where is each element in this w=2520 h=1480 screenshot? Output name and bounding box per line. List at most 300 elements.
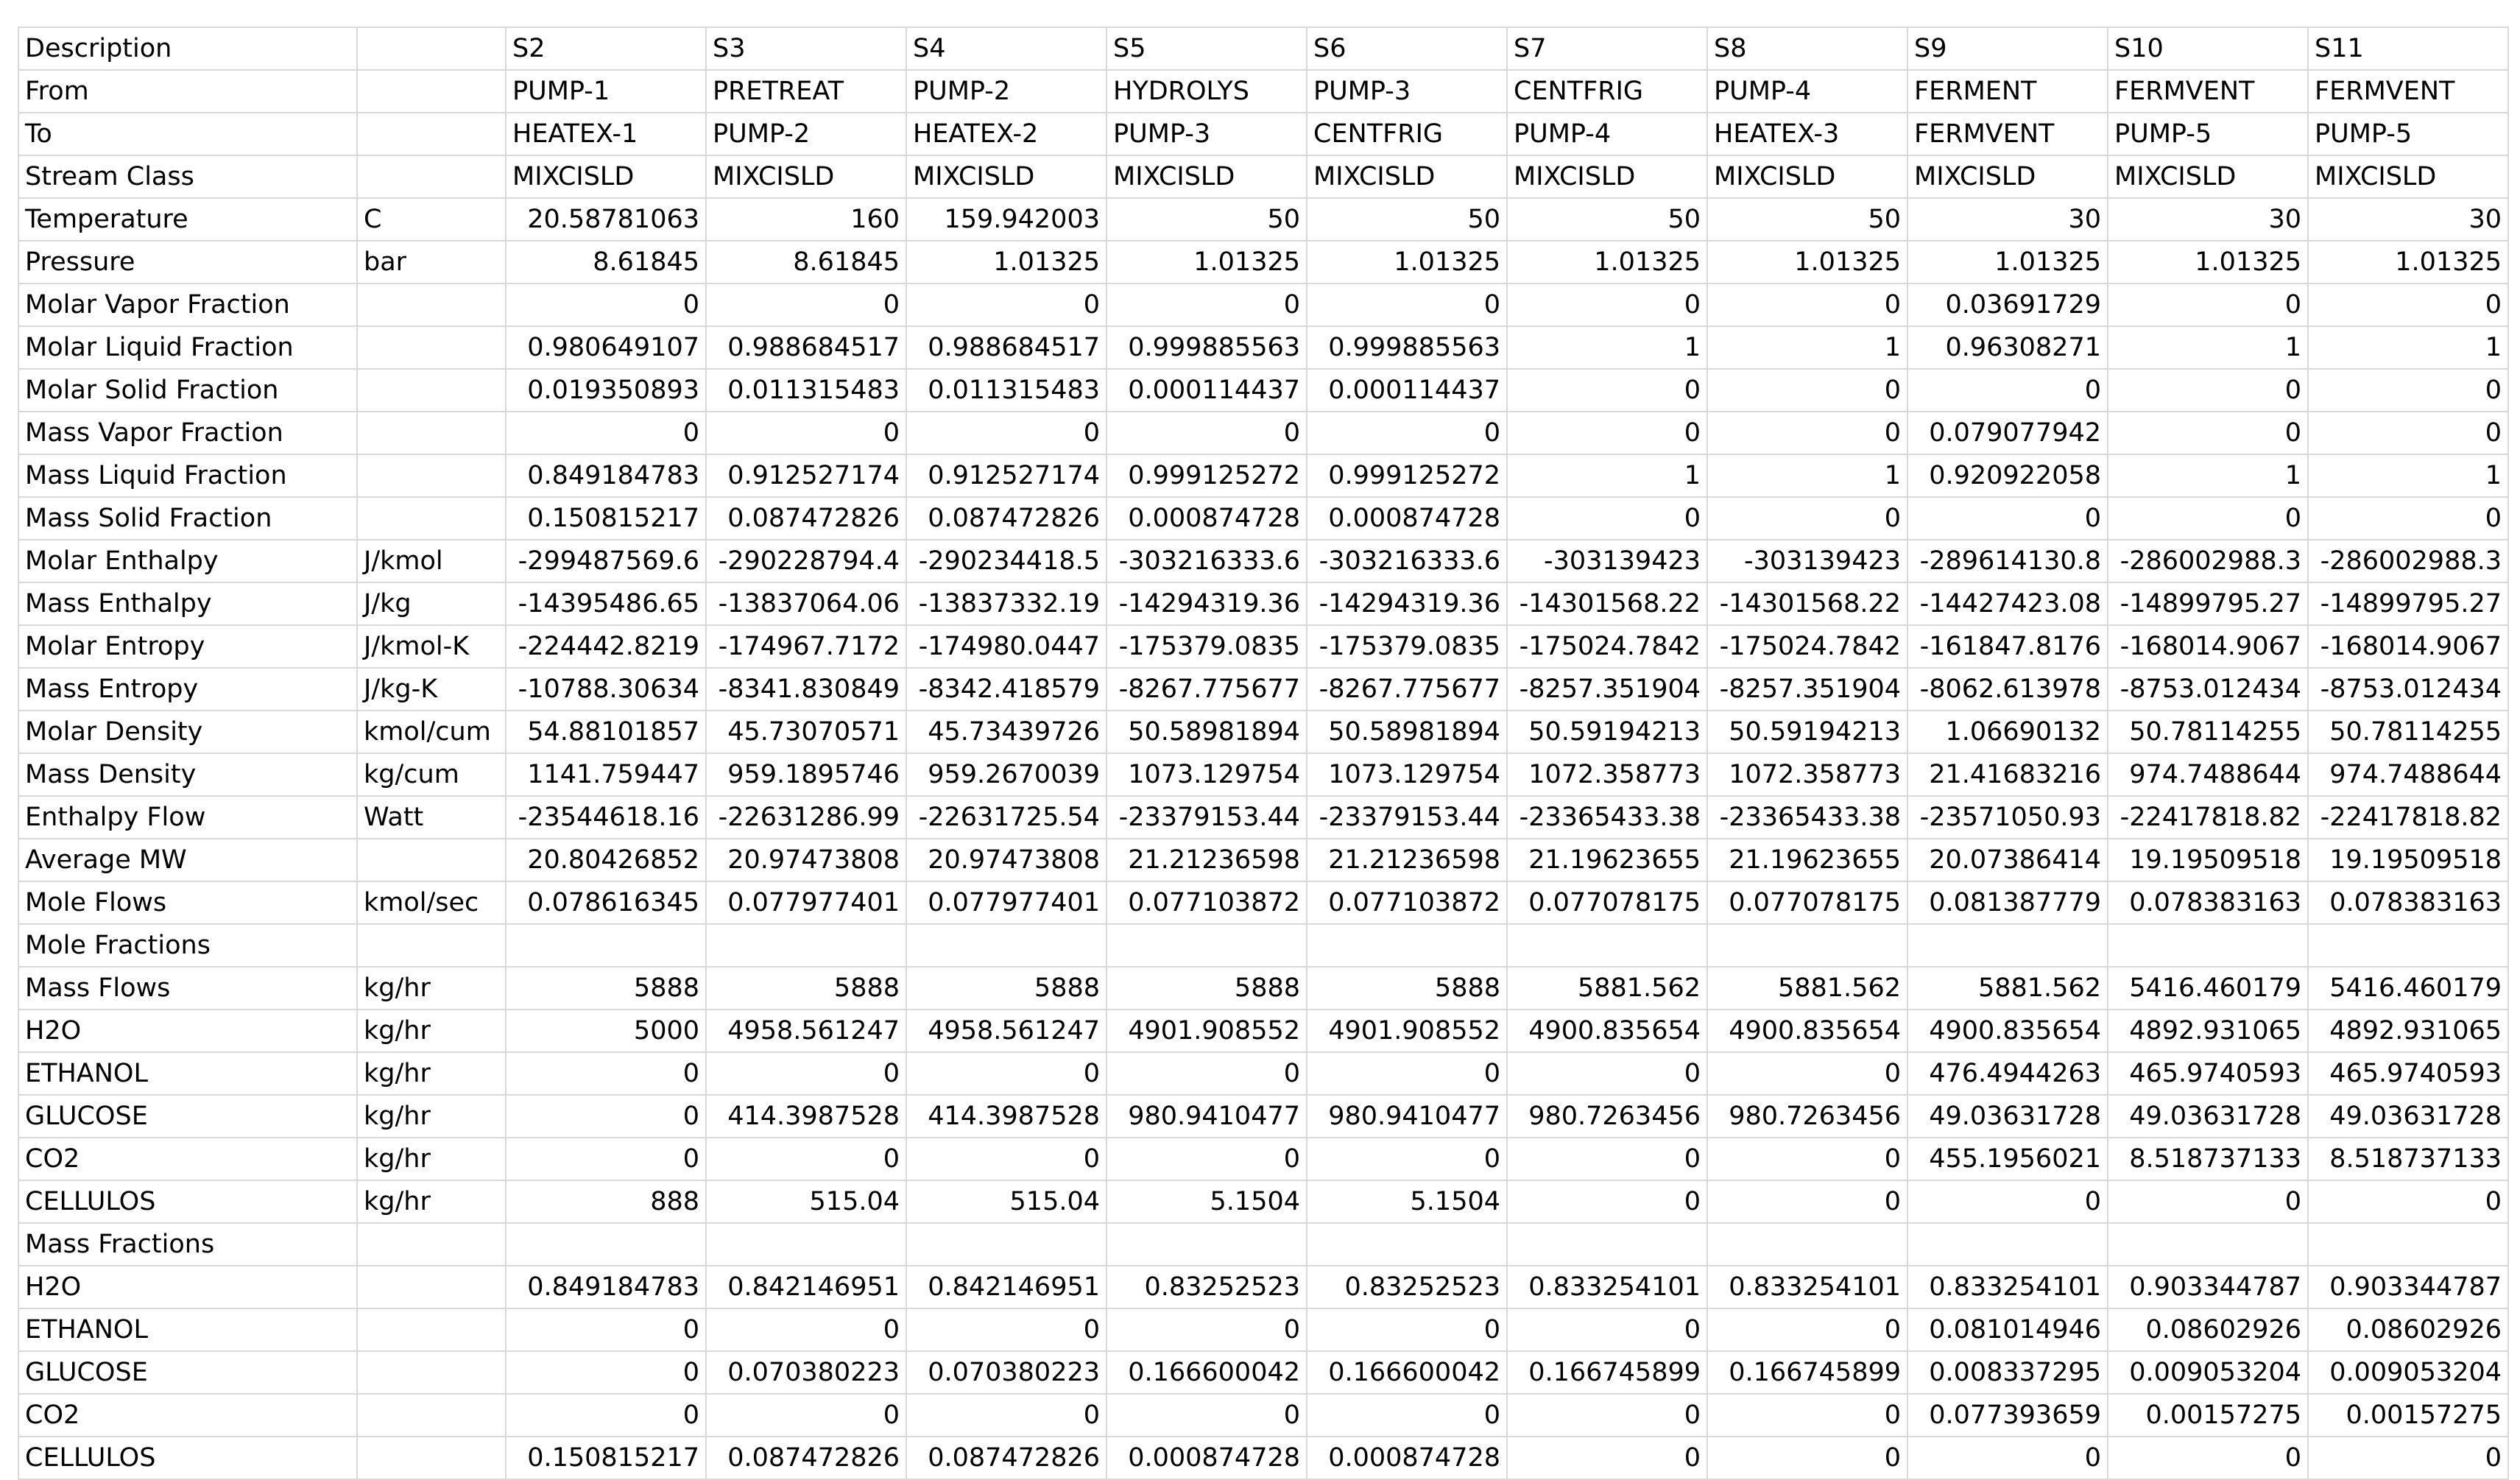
row-label-cell[interactable]: Mass Enthalpy <box>18 582 357 625</box>
value-cell[interactable]: 0.019350893 <box>506 369 706 412</box>
value-cell[interactable]: -303216333.6 <box>1107 540 1307 582</box>
value-cell[interactable]: 0 <box>1907 1180 2108 1223</box>
value-cell[interactable]: S9 <box>1907 27 2108 70</box>
value-cell[interactable]: 0.849184783 <box>506 454 706 497</box>
value-cell[interactable]: 888 <box>506 1180 706 1223</box>
value-cell[interactable]: 0.00157275 <box>2108 1394 2308 1437</box>
value-cell[interactable]: 0 <box>906 1308 1107 1351</box>
value-cell[interactable]: 1072.358773 <box>1707 753 1907 796</box>
unit-cell[interactable] <box>357 412 506 454</box>
value-cell[interactable]: -299487569.6 <box>506 540 706 582</box>
value-cell[interactable]: 0 <box>906 1394 1107 1437</box>
row-label-cell[interactable]: CELLULOS <box>18 1437 357 1479</box>
value-cell[interactable]: 0 <box>1907 497 2108 540</box>
value-cell[interactable]: -168014.9067 <box>2108 625 2308 668</box>
unit-cell[interactable]: Watt <box>357 796 506 839</box>
value-cell[interactable]: -8753.012434 <box>2108 668 2308 711</box>
value-cell[interactable]: 0 <box>1707 283 1907 326</box>
value-cell[interactable] <box>706 1223 906 1266</box>
value-cell[interactable]: 0.999125272 <box>1307 454 1507 497</box>
value-cell[interactable]: 0.078383163 <box>2308 881 2508 924</box>
value-cell[interactable]: -8257.351904 <box>1507 668 1707 711</box>
value-cell[interactable]: PUMP-3 <box>1307 70 1507 113</box>
value-cell[interactable]: 0 <box>1307 1138 1507 1180</box>
value-cell[interactable]: 1.06690132 <box>1907 711 2108 753</box>
unit-cell[interactable]: kg/hr <box>357 1095 506 1138</box>
value-cell[interactable]: 49.03631728 <box>2108 1095 2308 1138</box>
value-cell[interactable]: -14427423.08 <box>1907 582 2108 625</box>
value-cell[interactable]: 414.3987528 <box>906 1095 1107 1138</box>
value-cell[interactable]: S7 <box>1507 27 1707 70</box>
value-cell[interactable]: -22631286.99 <box>706 796 906 839</box>
value-cell[interactable] <box>1907 924 2108 967</box>
value-cell[interactable]: MIXCISLD <box>1907 155 2108 198</box>
unit-cell[interactable]: J/kmol <box>357 540 506 582</box>
value-cell[interactable]: S4 <box>906 27 1107 70</box>
value-cell[interactable]: 0 <box>1507 497 1707 540</box>
value-cell[interactable]: 0.03691729 <box>1907 283 2108 326</box>
value-cell[interactable]: 0.833254101 <box>1507 1266 1707 1308</box>
value-cell[interactable]: MIXCISLD <box>1307 155 1507 198</box>
value-cell[interactable]: 0.849184783 <box>506 1266 706 1308</box>
value-cell[interactable]: 0 <box>1507 369 1707 412</box>
value-cell[interactable]: 5416.460179 <box>2108 967 2308 1009</box>
value-cell[interactable]: 4900.835654 <box>1707 1009 1907 1052</box>
value-cell[interactable]: 0 <box>2108 412 2308 454</box>
value-cell[interactable]: 30 <box>2308 198 2508 241</box>
value-cell[interactable]: 0 <box>1707 1052 1907 1095</box>
unit-cell[interactable] <box>357 70 506 113</box>
value-cell[interactable]: 5416.460179 <box>2308 967 2508 1009</box>
value-cell[interactable]: FERMVENT <box>2308 70 2508 113</box>
value-cell[interactable]: 5888 <box>706 967 906 1009</box>
value-cell[interactable]: 0 <box>2308 412 2508 454</box>
value-cell[interactable]: -14301568.22 <box>1707 582 1907 625</box>
value-cell[interactable]: 0.087472826 <box>706 1437 906 1479</box>
row-label-cell[interactable]: GLUCOSE <box>18 1351 357 1394</box>
value-cell[interactable]: 0 <box>1707 412 1907 454</box>
value-cell[interactable]: 49.03631728 <box>1907 1095 2108 1138</box>
value-cell[interactable]: 1072.358773 <box>1507 753 1707 796</box>
value-cell[interactable]: 0.842146951 <box>706 1266 906 1308</box>
value-cell[interactable]: 1 <box>2108 326 2308 369</box>
value-cell[interactable]: 0 <box>1507 283 1707 326</box>
value-cell[interactable]: PUMP-2 <box>706 113 906 155</box>
value-cell[interactable]: 50.78114255 <box>2308 711 2508 753</box>
value-cell[interactable]: PUMP-5 <box>2308 113 2508 155</box>
value-cell[interactable]: 0.999885563 <box>1307 326 1507 369</box>
value-cell[interactable]: 1.01325 <box>2308 241 2508 283</box>
value-cell[interactable]: 0 <box>2308 1180 2508 1223</box>
value-cell[interactable]: 160 <box>706 198 906 241</box>
value-cell[interactable]: MIXCISLD <box>1107 155 1307 198</box>
value-cell[interactable]: -303139423 <box>1507 540 1707 582</box>
value-cell[interactable]: -8062.613978 <box>1907 668 2108 711</box>
value-cell[interactable]: S10 <box>2108 27 2308 70</box>
value-cell[interactable]: 50.59194213 <box>1507 711 1707 753</box>
unit-cell[interactable]: C <box>357 198 506 241</box>
row-label-cell[interactable]: Mole Fractions <box>18 924 357 967</box>
value-cell[interactable]: 5881.562 <box>1907 967 2108 1009</box>
value-cell[interactable]: 0.980649107 <box>506 326 706 369</box>
value-cell[interactable]: 0.833254101 <box>1707 1266 1907 1308</box>
value-cell[interactable] <box>506 924 706 967</box>
row-label-cell[interactable]: From <box>18 70 357 113</box>
value-cell[interactable]: 49.03631728 <box>2308 1095 2508 1138</box>
unit-cell[interactable]: kg/cum <box>357 753 506 796</box>
unit-cell[interactable] <box>357 1308 506 1351</box>
row-label-cell[interactable]: Mass Density <box>18 753 357 796</box>
value-cell[interactable] <box>1907 1223 2108 1266</box>
row-label-cell[interactable]: Mass Fractions <box>18 1223 357 1266</box>
unit-cell[interactable]: kg/hr <box>357 1052 506 1095</box>
value-cell[interactable]: 455.1956021 <box>1907 1138 2108 1180</box>
value-cell[interactable] <box>2308 1223 2508 1266</box>
value-cell[interactable]: 0 <box>1707 1180 1907 1223</box>
value-cell[interactable]: 0.903344787 <box>2108 1266 2308 1308</box>
value-cell[interactable]: -22417818.82 <box>2308 796 2508 839</box>
value-cell[interactable]: -14294319.36 <box>1307 582 1507 625</box>
value-cell[interactable]: -168014.9067 <box>2308 625 2508 668</box>
value-cell[interactable]: PUMP-4 <box>1707 70 1907 113</box>
unit-cell[interactable]: J/kg <box>357 582 506 625</box>
value-cell[interactable]: 465.9740593 <box>2308 1052 2508 1095</box>
value-cell[interactable]: 959.2670039 <box>906 753 1107 796</box>
value-cell[interactable]: 974.7488644 <box>2308 753 2508 796</box>
value-cell[interactable]: 0 <box>506 412 706 454</box>
value-cell[interactable]: 0 <box>506 1138 706 1180</box>
value-cell[interactable]: 45.73439726 <box>906 711 1107 753</box>
value-cell[interactable] <box>906 924 1107 967</box>
value-cell[interactable]: 0.077977401 <box>906 881 1107 924</box>
value-cell[interactable]: 0 <box>1507 412 1707 454</box>
value-cell[interactable]: -23365433.38 <box>1707 796 1907 839</box>
value-cell[interactable]: 0.920922058 <box>1907 454 2108 497</box>
value-cell[interactable] <box>1707 924 1907 967</box>
unit-cell[interactable]: kg/hr <box>357 967 506 1009</box>
value-cell[interactable]: S5 <box>1107 27 1307 70</box>
unit-cell[interactable]: bar <box>357 241 506 283</box>
value-cell[interactable]: 50 <box>1107 198 1307 241</box>
value-cell[interactable]: 20.80426852 <box>506 839 706 881</box>
value-cell[interactable]: -23571050.93 <box>1907 796 2108 839</box>
value-cell[interactable]: 5.1504 <box>1107 1180 1307 1223</box>
value-cell[interactable]: 0 <box>1707 1437 1907 1479</box>
value-cell[interactable]: 0.087472826 <box>706 497 906 540</box>
value-cell[interactable]: MIXCISLD <box>506 155 706 198</box>
value-cell[interactable]: 0.070380223 <box>706 1351 906 1394</box>
value-cell[interactable]: 0.011315483 <box>906 369 1107 412</box>
value-cell[interactable]: 45.73070571 <box>706 711 906 753</box>
value-cell[interactable]: 0 <box>1707 1308 1907 1351</box>
value-cell[interactable]: 0.000874728 <box>1307 1437 1507 1479</box>
value-cell[interactable]: MIXCISLD <box>2108 155 2308 198</box>
value-cell[interactable]: 50 <box>1507 198 1707 241</box>
unit-cell[interactable] <box>357 497 506 540</box>
value-cell[interactable]: 5881.562 <box>1507 967 1707 1009</box>
value-cell[interactable]: 0 <box>506 1394 706 1437</box>
value-cell[interactable]: 0.00157275 <box>2308 1394 2508 1437</box>
value-cell[interactable]: -14899795.27 <box>2308 582 2508 625</box>
value-cell[interactable]: 515.04 <box>706 1180 906 1223</box>
value-cell[interactable]: 0 <box>1907 1437 2108 1479</box>
value-cell[interactable]: -23379153.44 <box>1307 796 1507 839</box>
value-cell[interactable]: 980.7263456 <box>1707 1095 1907 1138</box>
value-cell[interactable]: 0.079077942 <box>1907 412 2108 454</box>
value-cell[interactable]: -290234418.5 <box>906 540 1107 582</box>
value-cell[interactable]: 0.988684517 <box>706 326 906 369</box>
value-cell[interactable]: -13837064.06 <box>706 582 906 625</box>
value-cell[interactable]: 0.077393659 <box>1907 1394 2108 1437</box>
value-cell[interactable]: 0 <box>1507 1437 1707 1479</box>
value-cell[interactable]: 0 <box>1107 1052 1307 1095</box>
unit-cell[interactable]: kg/hr <box>357 1009 506 1052</box>
value-cell[interactable]: 1.01325 <box>1107 241 1307 283</box>
value-cell[interactable]: 20.58781063 <box>506 198 706 241</box>
value-cell[interactable]: 0.833254101 <box>1907 1266 2108 1308</box>
value-cell[interactable]: 0 <box>906 283 1107 326</box>
value-cell[interactable]: 0 <box>1707 369 1907 412</box>
value-cell[interactable]: 0.087472826 <box>906 497 1107 540</box>
value-cell[interactable]: 0.903344787 <box>2308 1266 2508 1308</box>
row-label-cell[interactable]: To <box>18 113 357 155</box>
value-cell[interactable]: 1.01325 <box>2108 241 2308 283</box>
value-cell[interactable]: S2 <box>506 27 706 70</box>
row-label-cell[interactable]: Molar Liquid Fraction <box>18 326 357 369</box>
value-cell[interactable]: S11 <box>2308 27 2508 70</box>
value-cell[interactable] <box>506 1223 706 1266</box>
value-cell[interactable]: 0.83252523 <box>1107 1266 1307 1308</box>
unit-cell[interactable] <box>357 113 506 155</box>
value-cell[interactable]: 0.087472826 <box>906 1437 1107 1479</box>
row-label-cell[interactable]: Temperature <box>18 198 357 241</box>
row-label-cell[interactable]: CO2 <box>18 1394 357 1437</box>
value-cell[interactable]: 0 <box>1507 1138 1707 1180</box>
value-cell[interactable]: 5888 <box>506 967 706 1009</box>
value-cell[interactable]: 0 <box>1907 369 2108 412</box>
value-cell[interactable]: 0.08602926 <box>2108 1308 2308 1351</box>
value-cell[interactable]: 0.081014946 <box>1907 1308 2108 1351</box>
value-cell[interactable]: -22631725.54 <box>906 796 1107 839</box>
value-cell[interactable]: 0.000874728 <box>1107 1437 1307 1479</box>
value-cell[interactable]: S8 <box>1707 27 1907 70</box>
row-label-cell[interactable]: Molar Entropy <box>18 625 357 668</box>
value-cell[interactable]: 50 <box>1707 198 1907 241</box>
value-cell[interactable]: 0.077103872 <box>1307 881 1507 924</box>
value-cell[interactable]: 0.011315483 <box>706 369 906 412</box>
value-cell[interactable]: 0.166745899 <box>1707 1351 1907 1394</box>
value-cell[interactable]: -14301568.22 <box>1507 582 1707 625</box>
unit-cell[interactable] <box>357 27 506 70</box>
value-cell[interactable]: 980.9410477 <box>1107 1095 1307 1138</box>
value-cell[interactable]: 0 <box>906 412 1107 454</box>
unit-cell[interactable] <box>357 1351 506 1394</box>
value-cell[interactable] <box>906 1223 1107 1266</box>
value-cell[interactable]: 0 <box>1707 1394 1907 1437</box>
value-cell[interactable]: 0 <box>506 283 706 326</box>
row-label-cell[interactable]: ETHANOL <box>18 1308 357 1351</box>
value-cell[interactable]: 50.58981894 <box>1107 711 1307 753</box>
value-cell[interactable] <box>1307 924 1507 967</box>
value-cell[interactable]: -303216333.6 <box>1307 540 1507 582</box>
value-cell[interactable]: 0 <box>1307 1052 1507 1095</box>
value-cell[interactable]: -175024.7842 <box>1707 625 1907 668</box>
unit-cell[interactable] <box>357 924 506 967</box>
value-cell[interactable]: 974.7488644 <box>2108 753 2308 796</box>
value-cell[interactable]: -175024.7842 <box>1507 625 1707 668</box>
unit-cell[interactable] <box>357 326 506 369</box>
row-label-cell[interactable]: Mass Flows <box>18 967 357 1009</box>
value-cell[interactable]: 0.000874728 <box>1307 497 1507 540</box>
value-cell[interactable]: 50.59194213 <box>1707 711 1907 753</box>
value-cell[interactable]: 0 <box>1707 1138 1907 1180</box>
value-cell[interactable]: 0.912527174 <box>906 454 1107 497</box>
value-cell[interactable]: -8342.418579 <box>906 668 1107 711</box>
value-cell[interactable]: 0.842146951 <box>906 1266 1107 1308</box>
unit-cell[interactable] <box>357 283 506 326</box>
value-cell[interactable]: 50 <box>1307 198 1507 241</box>
value-cell[interactable]: 4901.908552 <box>1107 1009 1307 1052</box>
value-cell[interactable]: 0 <box>506 1308 706 1351</box>
value-cell[interactable]: 0 <box>1307 283 1507 326</box>
row-label-cell[interactable]: ETHANOL <box>18 1052 357 1095</box>
value-cell[interactable]: 21.19623655 <box>1707 839 1907 881</box>
value-cell[interactable]: 0 <box>506 1052 706 1095</box>
unit-cell[interactable] <box>357 839 506 881</box>
value-cell[interactable]: 4892.931065 <box>2108 1009 2308 1052</box>
value-cell[interactable]: 1 <box>1707 326 1907 369</box>
unit-cell[interactable] <box>357 454 506 497</box>
value-cell[interactable]: 0.988684517 <box>906 326 1107 369</box>
value-cell[interactable]: -23544618.16 <box>506 796 706 839</box>
value-cell[interactable]: 0 <box>1707 497 1907 540</box>
value-cell[interactable]: 8.518737133 <box>2308 1138 2508 1180</box>
value-cell[interactable]: 0.166600042 <box>1307 1351 1507 1394</box>
value-cell[interactable]: 0 <box>1107 412 1307 454</box>
value-cell[interactable]: 0 <box>1507 1052 1707 1095</box>
value-cell[interactable]: 959.1895746 <box>706 753 906 796</box>
value-cell[interactable]: 4892.931065 <box>2308 1009 2508 1052</box>
value-cell[interactable]: -14294319.36 <box>1107 582 1307 625</box>
value-cell[interactable]: 1 <box>2308 326 2508 369</box>
value-cell[interactable]: 0 <box>2308 369 2508 412</box>
value-cell[interactable]: 0.009053204 <box>2108 1351 2308 1394</box>
value-cell[interactable]: S3 <box>706 27 906 70</box>
value-cell[interactable]: 0.008337295 <box>1907 1351 2108 1394</box>
value-cell[interactable]: -175379.0835 <box>1107 625 1307 668</box>
value-cell[interactable]: 19.19509518 <box>2108 839 2308 881</box>
value-cell[interactable]: 20.07386414 <box>1907 839 2108 881</box>
value-cell[interactable]: 0 <box>1507 1394 1707 1437</box>
value-cell[interactable] <box>2108 1223 2308 1266</box>
value-cell[interactable]: 0 <box>2108 1437 2308 1479</box>
row-label-cell[interactable]: Molar Solid Fraction <box>18 369 357 412</box>
value-cell[interactable]: 0.000874728 <box>1107 497 1307 540</box>
unit-cell[interactable]: J/kmol-K <box>357 625 506 668</box>
value-cell[interactable] <box>2108 924 2308 967</box>
value-cell[interactable]: 0 <box>906 1138 1107 1180</box>
value-cell[interactable]: 465.9740593 <box>2108 1052 2308 1095</box>
value-cell[interactable]: 0 <box>906 1052 1107 1095</box>
value-cell[interactable] <box>706 924 906 967</box>
value-cell[interactable]: 21.41683216 <box>1907 753 2108 796</box>
row-label-cell[interactable]: Molar Density <box>18 711 357 753</box>
value-cell[interactable]: 54.88101857 <box>506 711 706 753</box>
value-cell[interactable]: 1.01325 <box>1307 241 1507 283</box>
value-cell[interactable] <box>1507 1223 1707 1266</box>
value-cell[interactable]: 30 <box>1907 198 2108 241</box>
value-cell[interactable]: -10788.30634 <box>506 668 706 711</box>
value-cell[interactable]: 21.21236598 <box>1307 839 1507 881</box>
value-cell[interactable]: 0.078383163 <box>2108 881 2308 924</box>
value-cell[interactable]: HYDROLYS <box>1107 70 1307 113</box>
value-cell[interactable]: 21.21236598 <box>1107 839 1307 881</box>
value-cell[interactable]: 0 <box>506 1095 706 1138</box>
value-cell[interactable]: 0 <box>1107 1308 1307 1351</box>
row-label-cell[interactable]: Enthalpy Flow <box>18 796 357 839</box>
row-label-cell[interactable]: Description <box>18 27 357 70</box>
value-cell[interactable]: 4958.561247 <box>706 1009 906 1052</box>
value-cell[interactable]: -286002988.3 <box>2308 540 2508 582</box>
value-cell[interactable]: 159.942003 <box>906 198 1107 241</box>
value-cell[interactable]: 0 <box>706 1138 906 1180</box>
value-cell[interactable]: HEATEX-3 <box>1707 113 1907 155</box>
value-cell[interactable]: 50.58981894 <box>1307 711 1507 753</box>
value-cell[interactable]: 0.009053204 <box>2308 1351 2508 1394</box>
row-label-cell[interactable]: Mass Entropy <box>18 668 357 711</box>
value-cell[interactable]: 1 <box>1507 326 1707 369</box>
unit-cell[interactable] <box>357 1394 506 1437</box>
value-cell[interactable]: -175379.0835 <box>1307 625 1507 668</box>
value-cell[interactable]: 1.01325 <box>906 241 1107 283</box>
value-cell[interactable]: 0 <box>2308 283 2508 326</box>
unit-cell[interactable] <box>357 1223 506 1266</box>
value-cell[interactable]: MIXCISLD <box>1507 155 1707 198</box>
value-cell[interactable]: 0 <box>1107 1138 1307 1180</box>
value-cell[interactable]: MIXCISLD <box>2308 155 2508 198</box>
value-cell[interactable]: 4900.835654 <box>1907 1009 2108 1052</box>
value-cell[interactable]: 5888 <box>1107 967 1307 1009</box>
value-cell[interactable]: 1 <box>1507 454 1707 497</box>
value-cell[interactable]: 0.999885563 <box>1107 326 1307 369</box>
value-cell[interactable]: 980.7263456 <box>1507 1095 1707 1138</box>
value-cell[interactable]: MIXCISLD <box>906 155 1107 198</box>
row-label-cell[interactable]: Average MW <box>18 839 357 881</box>
row-label-cell[interactable]: Mass Solid Fraction <box>18 497 357 540</box>
row-label-cell[interactable]: CO2 <box>18 1138 357 1180</box>
value-cell[interactable]: PUMP-5 <box>2108 113 2308 155</box>
value-cell[interactable]: 0.08602926 <box>2308 1308 2508 1351</box>
value-cell[interactable]: 1.01325 <box>1907 241 2108 283</box>
value-cell[interactable]: 30 <box>2108 198 2308 241</box>
value-cell[interactable]: 5881.562 <box>1707 967 1907 1009</box>
unit-cell[interactable]: kg/hr <box>357 1180 506 1223</box>
value-cell[interactable]: 0.081387779 <box>1907 881 2108 924</box>
unit-cell[interactable] <box>357 1437 506 1479</box>
value-cell[interactable]: 0 <box>1507 1308 1707 1351</box>
value-cell[interactable]: -14899795.27 <box>2108 582 2308 625</box>
row-label-cell[interactable]: Molar Vapor Fraction <box>18 283 357 326</box>
value-cell[interactable]: 21.19623655 <box>1507 839 1707 881</box>
value-cell[interactable]: -14395486.65 <box>506 582 706 625</box>
value-cell[interactable]: 1073.129754 <box>1307 753 1507 796</box>
value-cell[interactable]: 4900.835654 <box>1507 1009 1707 1052</box>
value-cell[interactable]: 1 <box>1707 454 1907 497</box>
value-cell[interactable]: 1141.759447 <box>506 753 706 796</box>
value-cell[interactable]: 8.518737133 <box>2108 1138 2308 1180</box>
unit-cell[interactable] <box>357 369 506 412</box>
value-cell[interactable]: 4958.561247 <box>906 1009 1107 1052</box>
